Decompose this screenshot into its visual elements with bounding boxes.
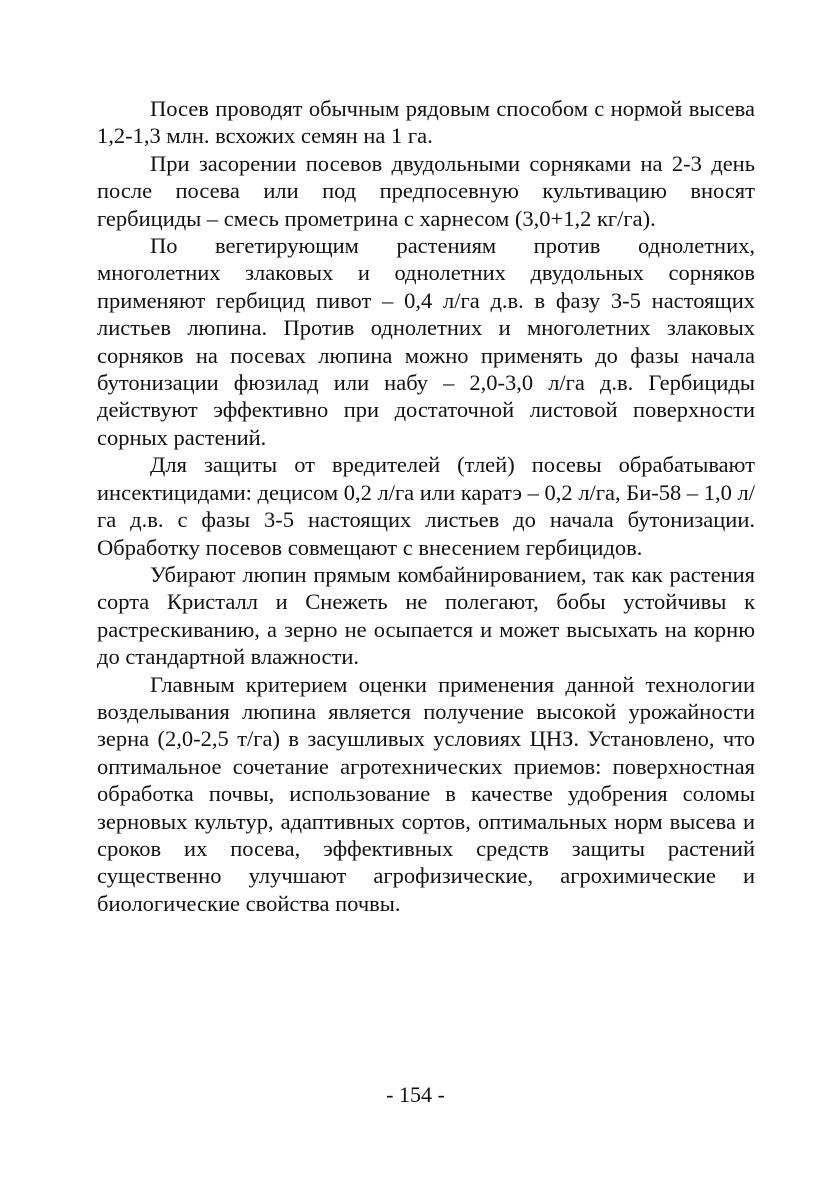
page-number: - 154 - (386, 1082, 445, 1107)
paragraph-conclusion: Главным критерием оценки применения данной технологии возделывания люпина является получение высокой урожайности зерна (2,0-2,5 т/га) в засушливых условиях ЦНЗ. Установлено, что оптимальное сочетание агротехнических приемов: поверхностная обработка почвы, использование в качестве удобрения соломы зерновых культур, адаптивных сортов, оптимальных норм высева и сроков их посева, эффективных средств защиты растений существенно улучшают агрофизические, агрохимические и биологические свойства почвы. (97, 671, 755, 916)
paragraph-harvesting: Убирают люпин прямым комбайнированием, так как растения сорта Кристалл и Снежеть не полегают, бобы устойчивы к растрескиванию, а зерно не осыпается и может высыхать на корню до стандартной влажности. (97, 561, 755, 670)
paragraph-weed-control-preemergence: При засорении посевов двудольными сорняками на 2-3 день после посева или под предпосевную культивацию вносят гербициды – смесь прометрина с харнесом (3,0+1,2 кг/га). (97, 150, 755, 231)
paragraph-sowing: Посев проводят обычным рядовым способом с нормой высева 1,2-1,3 млн. всхожих семян на 1 га. (97, 96, 755, 149)
body-text (97, 95, 755, 917)
paragraph-pest-protection: Для защиты от вредителей (тлей) посевы обрабатывают инсектицидами: децисом 0,2 л/га или каратэ – 0,2 л/га, Би-58 – 1,0 л/га д.в. с фазы 3-5 настоящих листьев до начала бутонизации. Обработку посевов совмещают с внесением гербицидов. (97, 452, 755, 560)
paragraph-weed-control-vegetation: По вегетирующим растениям против однолетних, многолетних злаковых и однолетних двудольных сорняков применяют гербицид пивот – 0,4 л/га д.в. в фазу 3-5 настоящих листьев люпина. Против однолетних и многолетних злаковых сорняков на посевах люпина можно применять до фазы начала бутонизации фюзилад или набу – 2,0-3,0 л/га д.в. Гербициды действуют эффективно при достаточной листовой поверхности сорных растений. (97, 233, 755, 450)
